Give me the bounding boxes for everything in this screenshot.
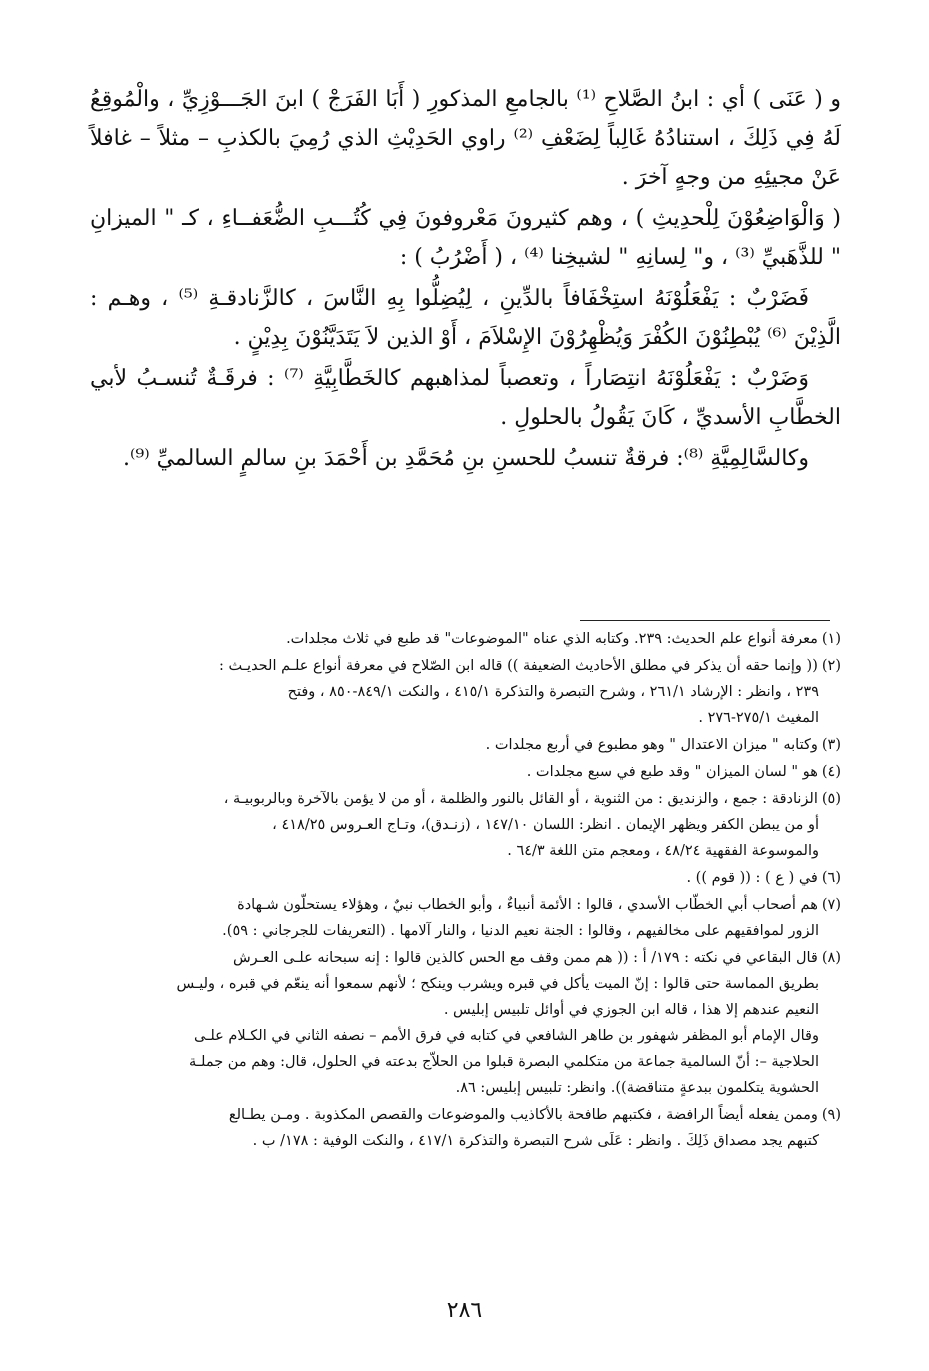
footnote-text: والموسوعة الفقهية ٤٨/٢٤ ، ومعجم متن اللغة ٦٤/٣ . bbox=[507, 843, 819, 859]
page-number: ٢٨٦ bbox=[446, 1298, 483, 1323]
footnotes bbox=[86, 626, 841, 1155]
footnote-9 bbox=[86, 1102, 841, 1154]
footnote-text: المغيث ٢٧٥/١-٢٧٦ . bbox=[698, 710, 819, 726]
footnote-text: في ( ع ) : (( قوم )) . bbox=[686, 870, 818, 886]
footnote-text: الحشوية يتكلمون ببدعةٍ متناقضة)). وانظر: تلبيس إبليس: ٨٦. bbox=[455, 1080, 819, 1096]
footnote-2 bbox=[86, 653, 841, 731]
footnote-3 bbox=[86, 732, 841, 758]
footnote-number: (٧) bbox=[821, 897, 841, 913]
footnote-text: معرفة أنواع علم الحديث: ٢٣٩. وكتابه الذي عناه "الموضوعات" قد طبع في ثلاث مجلدات. bbox=[286, 631, 818, 647]
footnote-5 bbox=[86, 786, 841, 864]
footnote-number: (٩) bbox=[821, 1107, 841, 1123]
footnote-separator bbox=[580, 620, 830, 621]
footnote-4 bbox=[86, 759, 841, 785]
main-paragraph: ( وَالْوَاضِعُوْنَ لِلْحدِيثِ ) ، وهم كثيرونَ مَعْروفونَ فِي كُتُـــبِ الضُّعَفــاءِ ، كـ " الميزانِ " للذَّهَبيِّ ⁽³⁾ ، و" لِسانِهِ " لشيخِنا ⁽⁴⁾ ، ( أَضْرُبُ ) : bbox=[90, 206, 841, 270]
footnote-8 bbox=[86, 945, 841, 1101]
footnote-text: هم أصحاب أبي الخطّاب الأسدي ، قالوا : الأئمة أنبياءٌ ، وأبو الخطاب نبيٌ ، وهؤلاء يستحلّون شـهادة bbox=[237, 897, 818, 913]
footnote-number: (٥) bbox=[821, 791, 841, 807]
footnote-text: أو من يبطن الكفر ويظهر الإيمان . انظر: اللسان ١٤٧/١٠ ، (زنـدق)، وتـاج العـروس ٤١٨/٢٥ ، bbox=[272, 817, 819, 833]
footnote-text: ٢٣٩ ، وانظر : الإرشاد ٢٦١/١ ، وشرح التبصرة والتذكرة ٤١٥/١ ، والنكت ٨٤٩/١-٨٥٠ ، وفتح bbox=[287, 684, 819, 700]
main-paragraph: فَضَرْبٌ : يَفْعَلُوْنَهُ استِخْفَافاً بالدِّينِ ، لِيُضِلُّوا بِهِ النَّاسَ ، كالزَّنادقـةِ ⁽⁵⁾ ، وهـم : الَّذِيْنَ ⁽⁶⁾ يُبْطِنُوْنَ الكُفْرَ وَيُظْهِرُوْنَ الإِسْلاَمَ ، أَوْ الذين لاَ يَتَدَيَّنُوْنَ بِدِيْنٍ . bbox=[90, 286, 841, 350]
footnote-text: بطريق المماسة حتى قالوا : إنّ الميت يأكل في قبره ويشرب وينكح ؛ لأنهم سمعوا أنه ينعّم في قبره ، وليـس bbox=[176, 976, 819, 992]
footnote-6 bbox=[86, 865, 841, 891]
footnote-text: الحلاجية –: أنّ السالمية جماعة من متكلمي البصرة قبلوا من الحلاّج بدعته في الحلول، قال: وهم من جملـة bbox=[189, 1054, 819, 1070]
footnote-number: (٤) bbox=[821, 764, 841, 780]
footnote-number: (٣) bbox=[821, 737, 841, 753]
footnote-number: (٦) bbox=[821, 870, 841, 886]
footnote-text: وقال الإمام أبو المظفر شهفور بن طاهر الشافعي في كتابه في فرق الأمم – نصفه الثاني في الكـلام علـى bbox=[194, 1028, 819, 1044]
footnote-text: كتبهم يجد مصداق ذَلِكَ . وانظر : عَلَى شرح التبصرة والتذكرة ٤١٧/١ ، والنكت الوفية : ١٧٨/ ب . bbox=[252, 1133, 819, 1149]
footnote-text: الزور لموافقيهم على مخالفيهم ، وقالوا : الجنة نعيم الدنيا ، والنار آلامها . (التعريفات للجرجاني : ٥٩). bbox=[222, 923, 819, 939]
footnote-1 bbox=[86, 626, 841, 652]
main-text bbox=[90, 80, 841, 478]
footnote-text: وكتابه " ميزان الاعتدال " وهو مطبوع في أربع مجلدات . bbox=[485, 737, 818, 753]
footnote-text: قال البقاعي في نكته : ١٧٩/ أ : (( هم ممن وقف مع الحس كالذين قالوا : إنه سبحانه علـى العـرش bbox=[232, 950, 818, 966]
footnote-text: (( وإنما حقه أن يذكر في مطلق الأحاديث الضعيفة )) قاله ابن الصّلاح في معرفة أنواع علـم الحديـث : bbox=[219, 658, 818, 674]
footnote-7 bbox=[86, 892, 841, 944]
footnote-text: النعيم عندهم إلا هذا ، قاله ابن الجوزي في أوائل تلبيس إبليس . bbox=[443, 1002, 819, 1018]
footnote-number: (٨) bbox=[821, 950, 841, 966]
footnote-number: (٢) bbox=[821, 658, 841, 674]
main-paragraph: و ( عَنَى ) أي : ابنُ الصَّلاحِ ⁽¹⁾ بالجامعِ المذكورِ ( أَبَا الفَرَجْ ) ابنَ الجَـــوْزِيِّ ، والْمُوقِعُ لَهُ فِي ذَلِكَ ، استنادُهُ غَالِباً لِضَعْفِ ⁽²⁾ راوي الحَدِيْثِ الذي رُمِيَ بالكذبِ – مثلاً – غافلاً عَنْ مجيئِهِ من وجهٍ آخرَ . bbox=[90, 87, 841, 190]
footnote-text: الزنادقة : جمع ، والزنديق : من الثنوية ، أو القائل بالنور والظلمة ، أو من لا يؤمن بالآخرة وبالربوبيـة ، bbox=[223, 791, 818, 807]
main-paragraph: وَضَرْبٌ : يَفْعَلُوْنَهُ انتِصَاراً ، وتعصباً لمذاهبهم كالخَطَّابِيَّةِ ⁽⁷⁾ : فرقَـةٌ تُنسـبُ لأبي الخطَّابِ الأسديِّ ، كَانَ يَقُولُ بالحلولِ . bbox=[90, 366, 841, 430]
footnote-text: هو " لسان الميزان " وقد طبع في سبع مجلدات . bbox=[526, 764, 818, 780]
main-paragraph: وكالسَّالِمِيَّةِ ⁽⁸⁾: فرقةٌ تنسبُ للحسنِ بنِ مُحَمَّدِ بن أَحْمَدَ بنِ سالمٍ السالميِّ ⁽⁹⁾. bbox=[122, 446, 809, 471]
footnote-text: وممن يفعله أيضاً الرافضة ، فكتبهم طافحة بالأكاذيب والموضوعات والقصص المكذوبة . ومـن يطـالع bbox=[228, 1107, 818, 1123]
footnote-number: (١) bbox=[821, 631, 841, 647]
